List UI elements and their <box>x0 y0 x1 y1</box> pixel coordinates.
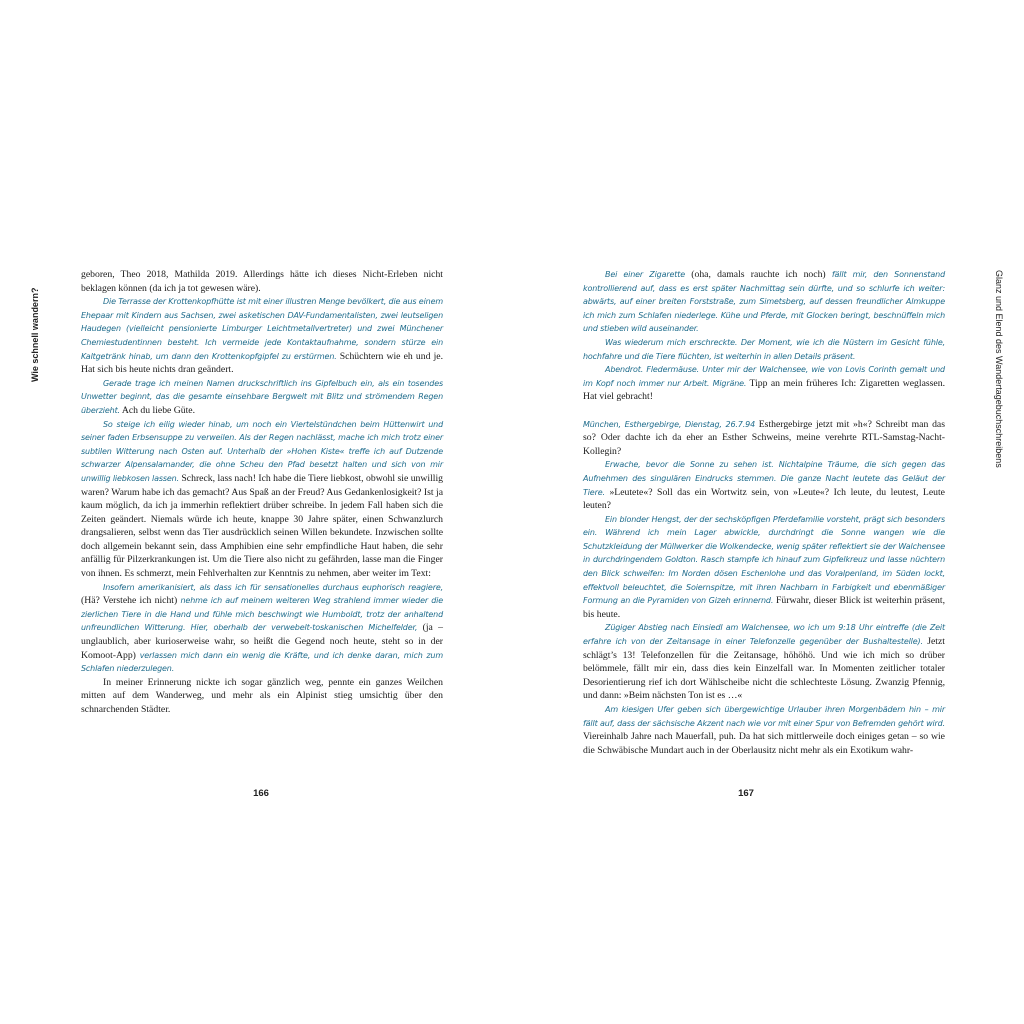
handwritten-diary-text: Abendrot. Fledermäuse. Unter mir der Walchensee, wie von Lovis Corinth gemalt und im Kopf noch immer nur Arbeit. Migräne. <box>583 365 945 388</box>
printed-text: Jetzt schlägt’s 13! Telefonzellen für die Zeitansage, höhöhö. Und wie ich mich so drüber belömmele, fällt mir ein, dass dies kein Einzelfall war. In Momenten zeitlicher totaler Desorientierung rief ich dort Wählscheibe nicht die schlechteste Lösung. Zwanzig Pfennig, und dann: »Beim nächsten Ton ist es …« <box>583 636 945 702</box>
printed-text: geboren, Theo 2018, Mathilda 2019. Allerdings hätte ich dieses Nicht-Erleben nicht beklagen können (da ich ja tot gewesen wäre). <box>81 269 443 294</box>
printed-text: Schüchtern wie eh und je. Hat sich bis heute nichts dran geändert. <box>81 350 443 376</box>
running-head-left: Wie schnell wandern? <box>30 287 40 382</box>
handwritten-diary-text: Zügiger Abstieg nach Einsiedl am Walchensee, wo ich um 9:18 Uhr eintreffe (die Zeit erfahre ich von der Zeitansage in einer Telefonzelle gegenüber der Bushaltestelle). <box>583 623 945 647</box>
paragraph <box>583 513 945 622</box>
running-head-right: Glanz und Elend des Wandertagebuchschreibens <box>994 270 1004 468</box>
printed-text: Tipp an mein früheres Ich: Zigaretten weglassen. Hat viel gebracht! <box>583 377 945 403</box>
paragraph <box>81 676 443 717</box>
printed-text: Esthergebirge jetzt mit »h«? Schreibt man das so? Oder dachte ich da eher an Esther Schweins, meine verehrte RTL-Samstag-Nacht-Kollegin? <box>583 418 945 457</box>
left-page-text <box>81 268 443 717</box>
handwritten-diary-text: Bei einer Zigarette <box>605 270 686 279</box>
handwritten-diary-text: Ein blonder Hengst, der der sechsköpfigen Pferdefamilie vorsteht, prägt sich besonders ein. Während ich mein Lager abwickle, durchdringt die Sonne wangen wie die Schutzkleidung der Müllwerker die Wolkendecke, wenig später reflektiert sie der Walchensee in durchdringendem Goldton. Rasch stampfe ich hinauf zum Gipfelkreuz und lasse nüchtern den Blick schweifen: Im Norden dösen Eschenlohe und das Voralpenland, im Süden lockt, effektvoll beleuchtet, die Soiernspitze, mit ihren Nachbarn in Farbigkeit und ebenmäßiger Formung an die Pyramiden von Gizeh erinnernd. <box>583 514 945 606</box>
handwritten-diary-text: Am kiesigen Ufer geben sich übergewichtige Urlauber ihren Morgenbädern hin – mir fällt auf, dass der sächsische Akzent nach wie vor mit einer Spur von Befremden gehört wird. <box>583 705 945 728</box>
handwritten-diary-text: Gerade trage ich meinen Namen druckschriftlich ins Gipfelbuch ein, als ein tosendes Unwetter beginnt, das die gesamte einsehbare Bergwelt mit Blitz und strömendem Regen überzieht. <box>81 378 443 415</box>
paragraph <box>81 581 443 676</box>
handwritten-diary-text: nehme ich auf meinem weiteren Weg strahlend immer wieder die zierlichen Tiere in die Hand und fühle mich beschwingt wie Humboldt, trotz der anhaltend unfreundlichen Witterung. Hier, oberhalb der verwebelt-toskanischen Michelfelder, <box>81 596 443 633</box>
paragraph <box>583 621 945 703</box>
handwritten-diary-text: Insofern amerikanisiert, als dass ich für sensationelles durchaus euphorisch reagiere, <box>103 582 443 592</box>
right-page-text <box>583 268 945 757</box>
handwritten-diary-text: verlassen mich dann ein wenig die Kräfte, und ich denke daran, mich zum Schlafen niederzulegen. <box>81 650 443 674</box>
handwritten-diary-text: So steige ich eilig wieder hinab, um noch ein Viertelstündchen beim Hüttenwirt und seiner faden Erbsensuppe zu verweilen. Als der Regen nachlässt, mache ich mich trotz einer subtilen Witterung nach Osten auf. Unterhalb der »Hohen Kiste« treffe ich auf Dutzende schwarzer Alpensalamander, die ohne Scheu den Pfad besetzt halten und sich von mir unwillig liebkosen lassen. <box>81 419 443 483</box>
paragraph <box>583 268 945 336</box>
handwritten-diary-text: Erwache, bevor die Sonne zu sehen ist. Nichtalpine Träume, die sich gegen das Aufnehmen des singulären Eindrucks stemmen. Die ganze Nacht leutete das Geläut der Tiere. <box>583 460 945 497</box>
printed-text: »Leutete«? Soll das ein Wortwitz sein, von »Leute«? Ich leute, du leutest, Leute leuten? <box>583 486 945 512</box>
page-number-left: 166 <box>253 788 269 799</box>
printed-text: Fürwahr, dieser Blick ist weiterhin präsent, bis heute. <box>583 595 945 620</box>
paragraph <box>583 703 945 757</box>
handwritten-diary-text: fällt mir, den Sonnenstand kontrollierend auf, dass es erst später Nachmittag sein dürfte, und so schlurfe ich weiter: abwärts, auf einer breiten Forststraße, zum Simetsberg, auf dessen freundlicher Almkuppe ich mich zum Schlafen niederlege. Kühe und Pferde, mit Glocken beringt, beschnüffeln mich und stieben wild auseinander. <box>583 270 945 334</box>
paragraph <box>81 295 443 377</box>
handwritten-diary-text: Die Terrasse der Krottenkopfhütte ist mit einer illustren Menge bevölkert, die aus einem Ehepaar mit Kindern aus Sachsen, zwei asketischen DAV-Fundamentalisten, zwei leutseligen Haudegen (vielleicht pensionierte Limburger Leichtmetallvertreter) und zwei Münchener Chemiestudentinnen besteht. Ich vermeide jede Kontaktaufnahme, sondern stürze ein Kaltgetränk hinab, um dann den Krottenkopfgipfel zu erstürmen. <box>81 297 443 361</box>
printed-text: (ja – unglaublich, aber kurioserweise wahr, so heißt die Gegend noch heute, steht so in der Komoot-App) <box>81 622 443 661</box>
printed-text: (Hä? Verstehe ich nicht) <box>81 595 181 607</box>
paragraph <box>583 458 945 512</box>
paragraph <box>81 268 443 295</box>
paragraph <box>81 418 443 581</box>
printed-text: Schreck, lass nach! Ich habe die Tiere liebkost, obwohl sie unwillig waren? Warum habe ich das gemacht? Aus Spaß an der Freud? Aus Gedankenlosigkeit? Ist ja kaum möglich, da ich ja immerhin reflektiert drüber schreibe. In jedem Fall haben sich die Zeiten geändert. Niemals würde ich heute, knappe 30 Jahre später, einen Schwanzlurch drangsalieren, selbst wenn das Tier ausdrücklich seinen Willen bekundete. Inzwischen sollte doch allgemein bekannt sein, dass Amphibien eine sehr empfindliche Haut haben, die sehr anfällig für Pilzerkrankungen ist. Um die Tiere also nicht zu gefährden, lasse man die Finger von ihnen. Es schmerzt, mein Fehlverhalten zur Kenntnis zu nehmen, aber weiter im Text: <box>81 472 443 580</box>
handwritten-diary-text: München, Esthergebirge, Dienstag, 26.7.94 <box>583 419 756 429</box>
printed-text: In meiner Erinnerung nickte ich sogar gänzlich weg, pennte ein ganzes Weilchen mitten auf dem Wanderweg, und mehr als ein Alpinist stieg umsichtig über den schnarchenden Städter. <box>81 676 443 715</box>
paragraph <box>583 336 945 363</box>
paragraph <box>583 363 945 404</box>
paragraph <box>81 377 443 418</box>
paragraph <box>583 418 945 459</box>
handwritten-diary-text: Was wiederum mich erschreckte. Der Moment, wie ich die Nüstern im Gesicht fühle, hochfahre und die Tiere flüchten, ist weiterhin in allen Details präsent. <box>583 337 945 361</box>
printed-text: Ach du liebe Güte. <box>119 404 196 416</box>
page-number-right: 167 <box>738 788 754 799</box>
printed-text: (oha, damals rauchte ich noch) <box>685 269 832 280</box>
printed-text: Viereinhalb Jahre nach Mauerfall, puh. Da hat sich mittlerweile doch einiges getan – so wie die Schwäbische Mundart auch in der Oberlausitz nicht mehr als ein Exotikum wahr- <box>583 731 945 756</box>
